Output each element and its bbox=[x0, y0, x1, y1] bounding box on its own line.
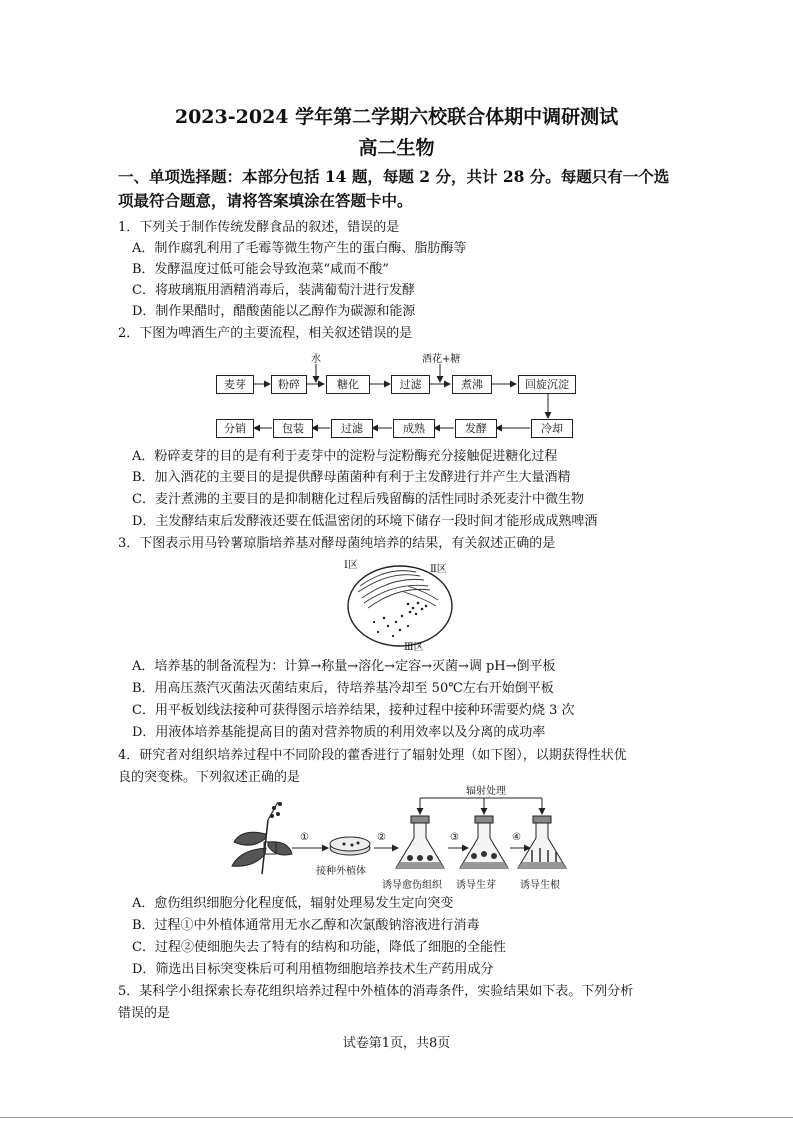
flow-step-boil: 煮沸 bbox=[452, 375, 492, 394]
step-3-label: ③ bbox=[450, 832, 459, 843]
zone-1-label: Ⅰ区 bbox=[344, 560, 358, 571]
flow-step-filter2: 过滤 bbox=[331, 419, 373, 438]
q5-stem-line2: 错误的是 bbox=[118, 1006, 171, 1021]
q3-option-d: D．用液体培养基能提高目的菌对营养物质的利用效率以及分离的成功率 bbox=[132, 725, 546, 740]
q1-option-b: B．发酵温度过低可能会导致泡菜“咸而不酸” bbox=[132, 262, 389, 277]
flow-water-label: 水 bbox=[311, 354, 321, 365]
tissue-culture-figure bbox=[222, 784, 572, 892]
root-label: 诱导生根 bbox=[520, 880, 560, 891]
petri-dish-figure bbox=[338, 556, 458, 652]
q4-option-b: B．过程①中外植体通常用无水乙醇和次氯酸钠溶液进行消毒 bbox=[132, 918, 480, 933]
q3-option-c: C．用平板划线法接种可获得图示培养结果，接种过程中接种环需要灼烧 3 次 bbox=[132, 703, 575, 718]
flow-step-distribute: 分销 bbox=[216, 419, 254, 438]
flow-step-cool: 冷却 bbox=[531, 419, 573, 438]
flow-step-saccharify: 糖化 bbox=[326, 375, 370, 394]
q2-option-b: B．加入酒花的主要目的是提供酵母菌菌种有利于主发酵进行并产生大量酒精 bbox=[132, 470, 571, 485]
flow-step-filter1: 过滤 bbox=[391, 375, 430, 394]
q4-stem-line1: 4．研究者对组织培养过程中不同阶段的藿香进行了辐射处理（如下图），以期获得性状优 bbox=[118, 748, 627, 763]
flow-step-crush: 粉碎 bbox=[271, 375, 307, 394]
step-1-label: ① bbox=[300, 832, 309, 843]
q2-option-a: A．粉碎麦芽的目的是有利于麦芽中的淀粉与淀粉酶充分接触促进糖化过程 bbox=[132, 449, 558, 464]
q1-option-a: A．制作腐乳利用了毛霉等微生物产生的蛋白酶、脂肪酶等 bbox=[132, 241, 467, 256]
flow-step-mature: 成熟 bbox=[393, 419, 435, 438]
bud-label: 诱导生芽 bbox=[456, 880, 496, 891]
q4-option-a: A．愈伤组织细胞分化程度低，辐射处理易发生定向突变 bbox=[132, 896, 454, 911]
flow-step-package: 包装 bbox=[273, 419, 313, 438]
zone-2-label: Ⅱ区 bbox=[430, 564, 447, 575]
page-bottom-rule bbox=[0, 1117, 793, 1118]
q1-option-c: C．将玻璃瓶用酒精消毒后，装满葡萄汁进行发酵 bbox=[132, 283, 415, 298]
flow-step-ferment: 发酵 bbox=[455, 419, 497, 438]
exam-subtitle: 高二生物 bbox=[358, 137, 435, 159]
step-2-label: ② bbox=[377, 832, 386, 843]
page-footer: 试卷第1页，共8页 bbox=[342, 1036, 451, 1051]
q2-option-d: D．主发酵结束后发酵液还要在低温密闭的环境下储存一段时间才能形成成熟啤酒 bbox=[132, 514, 598, 529]
explant-label: 接种外植体 bbox=[316, 866, 366, 877]
flow-step-whirlpool: 回旋沉淀 bbox=[518, 375, 576, 394]
q5-stem-line1: 5．某科学小组探索长寿花组织培养过程中外植体的消毒条件，实验结果如下表。下列分析 bbox=[118, 984, 634, 999]
q4-stem-line2: 良的突变株。下列叙述正确的是 bbox=[118, 770, 301, 785]
radiation-label: 辐射处理 bbox=[466, 786, 506, 797]
section-heading-line2: 项最符合题意，请将答案填涂在答题卡中。 bbox=[118, 191, 413, 210]
step-4-label: ④ bbox=[512, 832, 521, 843]
flow-hops-label: 酒花+糖 bbox=[422, 354, 461, 365]
section-heading-line1: 一、单项选择题：本部分包括 14 题，每题 2 分，共计 28 分。每题只有一个选 bbox=[118, 167, 670, 186]
zone-3-label: Ⅲ区 bbox=[404, 642, 424, 653]
q4-option-d: D．筛选出目标突变株后可利用植物细胞培养技术生产药用成分 bbox=[132, 962, 494, 977]
q2-stem: 2．下图为啤酒生产的主要流程，相关叙述错误的是 bbox=[118, 326, 413, 341]
q1-option-d: D．制作果醋时，醋酸菌能以乙醇作为碳源和能源 bbox=[132, 304, 416, 319]
flow-step-malt: 麦芽 bbox=[216, 375, 254, 394]
callus-label: 诱导愈伤组织 bbox=[382, 880, 442, 891]
q3-option-a: A．培养基的制备流程为：计算→称量→溶化→定容→灭菌→调 pH→倒平板 bbox=[132, 659, 556, 674]
q4-option-c: C．过程②使细胞失去了特有的结构和功能，降低了细胞的全能性 bbox=[132, 940, 506, 955]
q3-stem: 3．下图表示用马铃薯琼脂培养基对酵母菌纯培养的结果，有关叙述正确的是 bbox=[118, 536, 556, 551]
q1-stem: 1．下列关于制作传统发酵食品的叙述，错误的是 bbox=[118, 220, 400, 235]
q3-option-b: B．用高压蒸汽灭菌法灭菌结束后，待培养基冷却至 50℃左右开始倒平板 bbox=[132, 681, 554, 696]
exam-title: 2023-2024 学年第二学期六校联合体期中调研测试 bbox=[174, 106, 619, 128]
q2-option-c: C．麦汁煮沸的主要目的是抑制糖化过程后残留酶的活性同时杀死麦汁中微生物 bbox=[132, 492, 584, 507]
